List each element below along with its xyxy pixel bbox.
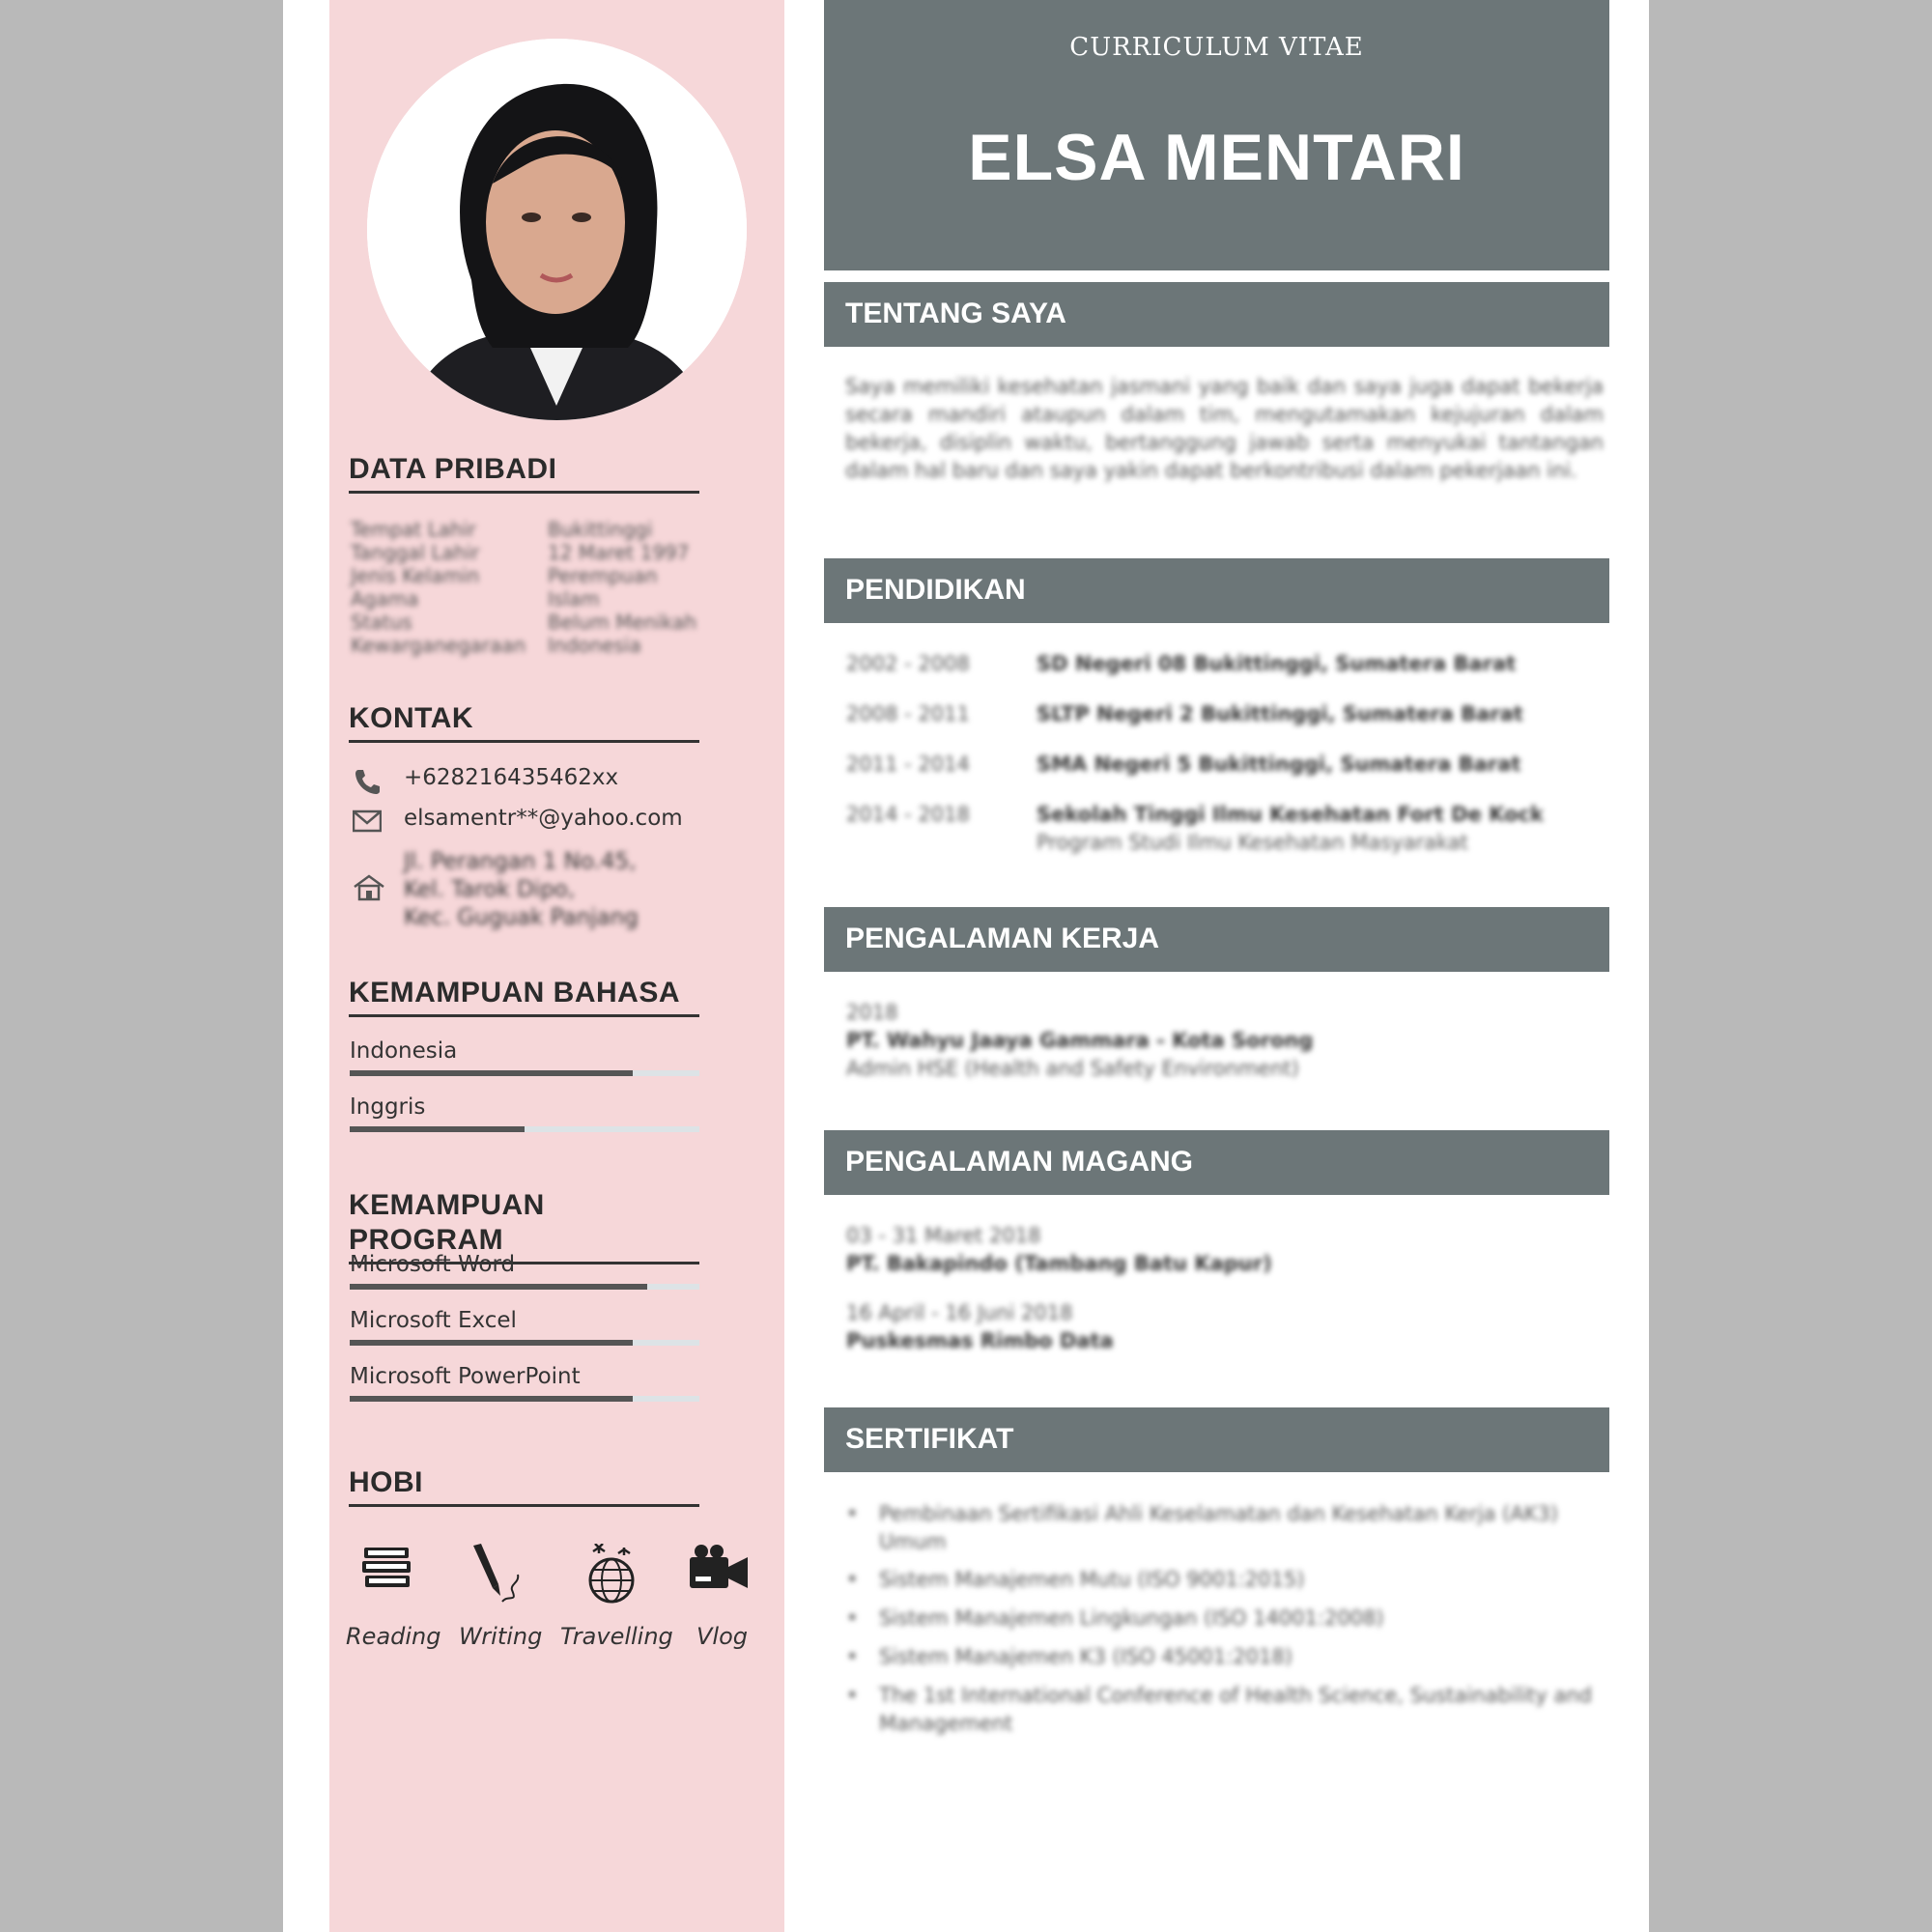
cv-name: ELSA MENTARI — [968, 121, 1465, 194]
internship-date: 03 - 31 Maret 2018 — [846, 1224, 1041, 1247]
skill-bar — [350, 1126, 699, 1132]
kemampuan-bahasa-title: KEMAMPUAN BAHASA — [349, 976, 699, 1017]
education-years: 2008 - 2011 — [846, 702, 970, 725]
pen-icon — [468, 1544, 531, 1611]
section-title: PENDIDIKAN — [845, 574, 1026, 606]
education-school: SMA Negeri 5 Bukittinggi, Sumatera Barat — [1037, 753, 1521, 776]
home-icon — [353, 873, 385, 906]
phone-icon — [353, 767, 382, 800]
job-company: PT. Wahyu Jaaya Gammara - Kota Sorong — [846, 1029, 1314, 1052]
internship-place: Puskesmas Rimbo Data — [846, 1329, 1114, 1352]
skill-bar — [350, 1070, 699, 1076]
job-role: Admin HSE (Health and Safety Environment) — [846, 1057, 1299, 1080]
personal-data-value: Bukittinggi — [548, 518, 653, 541]
skill-label: Indonesia — [350, 1038, 458, 1064]
kemampuan-program-title: KEMAMPUAN PROGRAM — [349, 1188, 699, 1264]
section-title: SERTIFIKAT — [845, 1423, 1014, 1455]
data-pribadi-title: DATA PRIBADI — [349, 452, 699, 494]
education-program: Program Studi Ilmu Kesehatan Masyarakat — [1037, 831, 1468, 854]
skill-label: Microsoft Excel — [350, 1308, 517, 1333]
hobby-label-vlog: Vlog — [696, 1623, 749, 1650]
personal-data-label: Agama — [351, 587, 419, 611]
personal-data-value: Belum Menikah — [548, 611, 697, 634]
portrait-image — [367, 39, 747, 420]
address-line: Kel. Tarok Dipo, — [404, 877, 576, 902]
certificate-text: Pembinaan Sertifikasi Ahli Keselamatan dan Kesehatan Kerja (AK3) Umum — [879, 1502, 1558, 1553]
video-camera-icon — [688, 1544, 750, 1598]
pendidikan-header — [824, 558, 1609, 623]
skill-bar-fill — [350, 1340, 633, 1346]
hobby-label-travelling: Travelling — [560, 1623, 673, 1650]
personal-data-value: Islam — [548, 587, 600, 611]
email-address: elsamentr**@yahoo.com — [404, 806, 683, 831]
section-title: PENGALAMAN MAGANG — [845, 1146, 1193, 1178]
sertifikat-header — [824, 1407, 1609, 1472]
about-paragraph: Saya memiliki kesehatan jasmani yang baik dan saya juga dapat bekerja secara mandiri ataupun dalam tim, mengutamakan kejujuran dalam bekerja, disiplin waktu, bertanggung jawab serta menyukai tantangan dalam hal baru dan saya yakin dapat berkontribusi dalam pekerjaan ini. — [845, 375, 1604, 482]
education-years: 2014 - 2018 — [846, 803, 970, 826]
bullet: • — [846, 1502, 859, 1525]
email-icon — [353, 810, 382, 837]
bullet: • — [846, 1606, 859, 1630]
internship-date: 16 April - 16 Juni 2018 — [846, 1301, 1073, 1324]
phone-number: +628216435462xx — [404, 765, 619, 790]
section-title: PENGALAMAN KERJA — [845, 923, 1160, 954]
personal-data-value: Perempuan — [548, 564, 658, 587]
skill-bar-fill — [350, 1284, 647, 1290]
education-school: SD Negeri 08 Bukittinggi, Sumatera Barat — [1037, 652, 1517, 675]
personal-data-label: Status — [351, 611, 412, 634]
kontak-title: KONTAK — [349, 701, 699, 743]
address-line: Jl. Perangan 1 No.45, — [404, 849, 637, 874]
books-icon — [360, 1544, 414, 1596]
education-school: Sekolah Tinggi Ilmu Kesehatan Fort De Kock — [1037, 803, 1544, 826]
hobby-label-reading: Reading — [346, 1623, 441, 1650]
skill-bar — [350, 1284, 699, 1290]
skill-bar-fill — [350, 1396, 633, 1402]
skill-bar — [350, 1396, 699, 1402]
skill-label: Microsoft Word — [350, 1252, 516, 1277]
job-year: 2018 — [846, 1001, 898, 1024]
certificate-text: Sistem Manajemen Mutu (ISO 9001:2015) — [879, 1568, 1305, 1591]
hobi-title: HOBI — [349, 1465, 699, 1507]
internship-place: PT. Bakapindo (Tambang Batu Kapur) — [846, 1252, 1272, 1275]
section-title: TENTANG SAYA — [845, 298, 1066, 329]
skill-bar-fill — [350, 1070, 633, 1076]
education-years: 2002 - 2008 — [846, 652, 970, 675]
certificate-text: The 1st International Conference of Health Science, Sustainability and Management — [879, 1684, 1593, 1735]
education-school: SLTP Negeri 2 Bukittinggi, Sumatera Barat — [1037, 702, 1523, 725]
education-years: 2011 - 2014 — [846, 753, 970, 776]
personal-data-label: Tanggal Lahir — [351, 541, 480, 564]
profile-photo — [367, 39, 747, 420]
pengalaman-kerja-header — [824, 907, 1609, 972]
certificate-text: Sistem Manajemen K3 (ISO 45001:2018) — [879, 1645, 1293, 1668]
address-line: Kec. Guguak Panjang — [404, 905, 639, 930]
bullet: • — [846, 1568, 859, 1591]
bullet: • — [846, 1684, 859, 1707]
personal-data-value: Indonesia — [548, 634, 641, 657]
hobby-label-writing: Writing — [459, 1623, 543, 1650]
bullet: • — [846, 1645, 859, 1668]
pengalaman-magang-header — [824, 1130, 1609, 1195]
globe-icon — [580, 1544, 643, 1611]
personal-data-label: Kewarganegaraan — [351, 634, 526, 657]
skill-bar-fill — [350, 1126, 525, 1132]
cv-subtitle: CURRICULUM VITAE — [1069, 33, 1364, 62]
personal-data-value: 12 Maret 1997 — [548, 541, 690, 564]
personal-data-label: Tempat Lahir — [351, 518, 476, 541]
address — [404, 848, 639, 932]
skill-bar — [350, 1340, 699, 1346]
certificate-text: Sistem Manajemen Lingkungan (ISO 14001:2008) — [879, 1606, 1384, 1630]
personal-data-label: Jenis Kelamin — [351, 564, 480, 587]
tentang-saya-header — [824, 282, 1609, 347]
skill-label: Microsoft PowerPoint — [350, 1364, 581, 1389]
skill-label: Inggris — [350, 1094, 426, 1120]
